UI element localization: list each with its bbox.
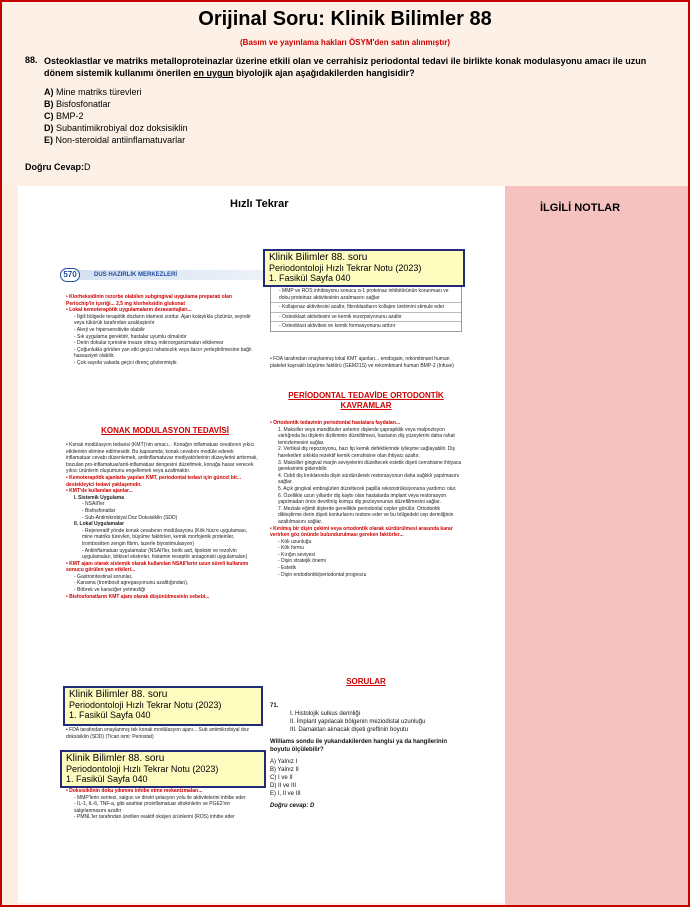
- question-text: [44, 55, 654, 79]
- doc-item: 2. Vertikal diş repozisyonu, bazı tip kemik defektlerinde iyileşme sağlayabilir. Diş hareketleri sıklıkla rezektif kemik cerrahisine olan ihtiyacı azaltır.: [278, 446, 456, 459]
- doc-item: - Sık uygulama gerektirir, hastalar uyumlu olmalıdır: [74, 333, 187, 340]
- doc-item: - IL-1, IL-6, TNF-a, gibi anahtar proinflamatuar sitokinlerin ve PGE2'nin salgılanmasını azaltır: [74, 801, 231, 814]
- doc-item: 7. Meziale eğimli dişlerde genellikle periodontal cepler görülür. Ortodontik dikleştirme derin dişeti konturlarını restore eder ve bu bölgedeki cep derinliğinin azaltılmasını sağlar.: [278, 505, 454, 525]
- copyright-notice: (Basım ve yayınlama hakları ÖSYM'den satın alınmıştır): [240, 38, 450, 47]
- doc-bullet: • FDA tarafından onaylanmış lokal KMT ajanları... emdogain, rekombinant human platelet kaynaklı büyüme faktörü (GEM21S) ve rekombinant human BMP-2 (Infuse): [270, 356, 454, 369]
- question-text-emphasis: en uygun: [193, 68, 234, 78]
- doc-bullet: • Klorheksidinin rezorbe olabilen subgingival uygulama preparatı olan Periochip'in içeriği... 2,5 mg klorheksidin glukonat: [66, 294, 232, 307]
- doc-bullet: • Kemoterapötik ajanlarla yapılan KMT, periodontal tedavi için güncel bir... destekleyici tedavi yaklaşımıdır.: [66, 474, 242, 488]
- question-text-part: Osteoklastlar ve matriks metalloproteinazlar üzerine etkili olan ve cerrahisiz periodontal tedavi ile birlikte konak modulasyonu amacı ile uzun dönem sistemik kullanımı önerilen: [44, 56, 647, 78]
- option-b: B) Bisfosfonatlar: [44, 99, 111, 109]
- q71-item: II. İmplant yapılacak bölgenin meziodistal uzunluğu: [290, 719, 426, 725]
- note-line: Periodontoloji Hızlı Tekrar Notu (2023): [69, 700, 222, 710]
- option-e: E) Non-steroidal antiinflamatuvarlar: [44, 135, 186, 145]
- doc-left-konak: [66, 442, 258, 600]
- related-notes-title: İLGİLİ NOTLAR: [540, 202, 621, 214]
- doc-item: 6. Özellikle uzun yıllardır diş kaybı olan hastalarda implant veya restorasyon yapılmadan önce devrilmiş komşu diş pozisyonunun düzeltilmesini sağlar.: [278, 492, 447, 506]
- note-line: 1. Fasikül Sayfa 040: [66, 774, 148, 784]
- q71-option: C) I ve II: [270, 775, 293, 781]
- q71-answer: Doğru cevap: D: [270, 803, 315, 809]
- doc-item: - Derin dokular içerisine invaze olmuş mikroorganizmaları etkilemez: [74, 340, 224, 347]
- question-71: [270, 702, 460, 810]
- answer-options: [44, 86, 188, 146]
- doc-item: - Sub-Antimikrobiyal Doz Doksisiklin (SDD): [82, 514, 178, 521]
- option-d: D) Subantimikrobiyal doz doksisiklin: [44, 123, 188, 133]
- note-line: Klinik Bilimler 88. soru: [66, 753, 165, 764]
- note-line: Klinik Bilimler 88. soru: [269, 252, 368, 263]
- doc-bullet: • Bisfosfonatların KMT ajanı olarak düşünülmesinin sebebi...: [66, 593, 210, 600]
- q71-option: B) Yalnız II: [270, 767, 299, 773]
- doc-item: 4. Ciddi diş kırıklarında dişin sürdürülerek restorasyonun daha sağlıklı yapılmasını sağlar.: [278, 472, 460, 486]
- q71-item: I. Histolojik sulkus derinliği: [290, 711, 361, 717]
- doc-bullet: • Kırılmış bir dişin çekimi veya ortodontik olarak sürdürülmesi arasında karar verirken göz önünde bulundurulması gereken faktörler...: [270, 525, 453, 539]
- ortho-heading: [270, 391, 462, 411]
- doc-right-fda: [270, 356, 462, 369]
- doc-item: 5. Açık gingival embrajürleri düzeltecek papilla rekonstrüksiyonuna yardımcı olur.: [278, 485, 457, 492]
- doc-bullet: • KMT'de kullanılan ajanlar...: [66, 488, 133, 495]
- ortho-heading-line: PERİODONTAL TEDAVİDE ORTODONTİK: [288, 391, 444, 400]
- doc-left-bottom2: [66, 788, 258, 821]
- q71-option: D) II ve III: [270, 783, 297, 789]
- doc-item: - Antiinflamatuar uygulamalar (NSAII'ler, borik asit, lipoksin ve rezolvin uygulamaları, bitkisel ekstreler, histamin reseptör antagonisti uygulamaları): [82, 547, 248, 561]
- q71-stem: Williams sondu ile yukarıdakilerden hangisi ya da hangilerinin boyutu ölçülebilir?: [270, 739, 447, 753]
- doc-item: - NSAII'ler: [82, 501, 105, 508]
- doc-item: - İlgili bölgede terapötik dozların idamesi zordur. Ajan kolaylıkla çözünür, seyrelir veya tükürük tarafından uzaklaştırılır: [74, 313, 251, 327]
- doxycycline-table: [270, 286, 462, 332]
- quick-review-title: Hızlı Tekrar: [230, 198, 289, 210]
- book-page-header: [60, 268, 270, 282]
- doc-item: - Kök formu: [278, 545, 304, 552]
- doc-item: - Böbrek ve karaciğer yetmezliği: [74, 587, 146, 594]
- note-box-2: [63, 686, 263, 726]
- doc-item: - Çoğunlukla görülen yan etki geçici rahatsızlık veya ilacın yerleştirilmesine bağlı hassasiyet olabilir.: [74, 346, 252, 360]
- doc-item: - Dişin endodontik/periodontal prognozu: [278, 571, 367, 578]
- note-line: 1. Fasikül Sayfa 040: [69, 710, 151, 720]
- doc-bullet: • FDA tarafından onaylanmış tek konak modülasyon ajanı... Sub antimikrobiyal doz doksisiklin (SDD) (Ticari ismi: Periostat): [66, 727, 249, 740]
- correct-answer: Doğru Cevap:D: [25, 162, 91, 172]
- q71-item: III. Damaktan alınacak dişeti greftinin boyutu: [290, 727, 409, 733]
- doc-right-ortho: [270, 420, 462, 578]
- q71-option: E) I, II ve III: [270, 791, 301, 797]
- table-row: - Osteoblast aktivitesi ve kemik formasyonunu arttırır: [279, 323, 396, 330]
- doc-left-top: [66, 294, 258, 367]
- doc-item: - MMP'lerin sentezi, salgısı ve direkt şelasyon yolu ile aktivitelerini inhibe eder: [74, 794, 246, 801]
- konak-heading: KONAK MODULASYON TEDAVİSİ: [101, 426, 229, 435]
- doc-item: 3. Maksiller gingival marjin seviyelerini düzeltecek estetik dişeti cerrahisine ihtiyaca gereksinimi giderebilir.: [278, 459, 462, 473]
- doc-bullet: • Lokal kemoterapötik uygulamaların dezavantajları...: [66, 307, 192, 314]
- note-line: Klinik Bilimler 88. soru: [69, 689, 168, 700]
- ortho-heading-line: KAVRAMLAR: [340, 401, 392, 410]
- note-line: Periodontoloji Hızlı Tekrar Notu (2023): [269, 263, 422, 273]
- table-row: - MMP ve ROS inhibisyonu sonucu α-1 proteinaz inhibitörünün korunması ve doku proteinaz aktivitesinin azalmasını sağlar: [271, 287, 461, 303]
- note-line: Periodontoloji Hızlı Tekrar Notu (2023): [66, 764, 219, 774]
- doc-item: - Alerji ve hipersensitivite olabilir: [74, 326, 145, 333]
- doc-item: - Bisfosfonatlar: [82, 507, 116, 514]
- question-number: 88.: [25, 55, 38, 65]
- doc-item: - Estetik: [278, 565, 297, 572]
- note-box-1: [263, 249, 465, 287]
- doc-item: - PMNL'ler tarafından üretilen reaktif oksijen ürünlerini (ROS) inhibe eder: [74, 814, 235, 821]
- doc-item: 1. Maksiller veya mandibuler anterior dişlerde çaprapiklik veya malpozisyon varlığında bu dişlerin diziliminin düzeltilmesi, hastanın diş yüzeylerini daha rahat temizlemesini sağlar.: [278, 426, 455, 446]
- note-box-3: [60, 750, 266, 788]
- doc-bullet: • Doksisiklinin doku yıkımını inhibe etme mekanizmaları...: [66, 788, 203, 794]
- doc-item: - Çok sayıda vakada geçici direnç gözlenmiştir.: [74, 359, 178, 366]
- doc-item: II. Lokal Uygulamalar: [74, 521, 125, 528]
- book-section-title: DUS HAZIRLIK MERKEZLERİ: [94, 272, 177, 278]
- doc-bullet: • KMT ajanı olarak sistemik olarak kullanılan NSAII'lerin uzun süreli kullanımı sonucu görülen yan etkileri...: [66, 560, 249, 574]
- table-row: - Kollajenaz aktivitesini azaltır, fibroblastların kollajen üretimini stimule eder: [271, 303, 461, 313]
- doc-item: - Dişin stratejik önemi: [278, 558, 326, 565]
- note-line: 1. Fasikül Sayfa 040: [269, 273, 351, 283]
- related-notes-panel: [505, 186, 688, 905]
- doc-item: I. Sistemik Uygulama: [74, 494, 125, 501]
- doc-item: - Kök uzunluğu: [278, 538, 312, 545]
- doc-item: - Rejeneratif yönde konak cevabının modülasyonu (Kök hücre uygulaması, mine matriks türevleri, büyüme faktörleri, kemik morfojenik proteinler, trombositten zengin fibrin, lazerle biyostimulasyon): [82, 527, 248, 547]
- q71-option: A) Yalnız I: [270, 759, 298, 765]
- table-row: - Osteoklast aktivitesini ve kemik rezorpsiyonunu azaltır: [271, 313, 461, 323]
- book-page-number: 570: [60, 268, 80, 282]
- doc-bullet: • Ortodontik tedavinin periodontal hastalara faydaları...: [270, 420, 401, 426]
- doc-bullet: • Konak modülasyon tedavisi (KMT)'nin amacı... Konağın inflamatuar cevabının yıkıcı etkilerinin elimine edilmesidir. Bu kapsamda; konak cevabını modüle ederek inflamatuar cevabı düzenlemek, antiinflamatuvar mediyatörlerinin düzeylerini arttırmak, bozulan pro-inflamatuar/anti-inflamatuar dengesini düzeltmek, konağa hasar verecek yıkıcı ürünlerin oluşumunu engellemek veya azaltmaktır.: [66, 442, 258, 475]
- sorular-heading: SORULAR: [346, 677, 386, 686]
- doc-item: - Gastrointestinal sorunlar,: [74, 573, 133, 580]
- doc-item: - Kanama (trombosit agregasyonunu azalttığından),: [74, 580, 189, 587]
- doc-left-bottom1: [66, 727, 258, 740]
- page-title: Orijinal Soru: Klinik Bilimler 88: [198, 8, 492, 30]
- question-text-part: biyolojik ajan aşağıdakilerden hangisidir?: [233, 68, 415, 78]
- option-c: C) BMP-2: [44, 111, 84, 121]
- q71-number: 71.: [270, 703, 279, 709]
- option-a: A) Mine matriks türevleri: [44, 87, 142, 97]
- doc-item: - Kırığın seviyesi: [278, 551, 315, 558]
